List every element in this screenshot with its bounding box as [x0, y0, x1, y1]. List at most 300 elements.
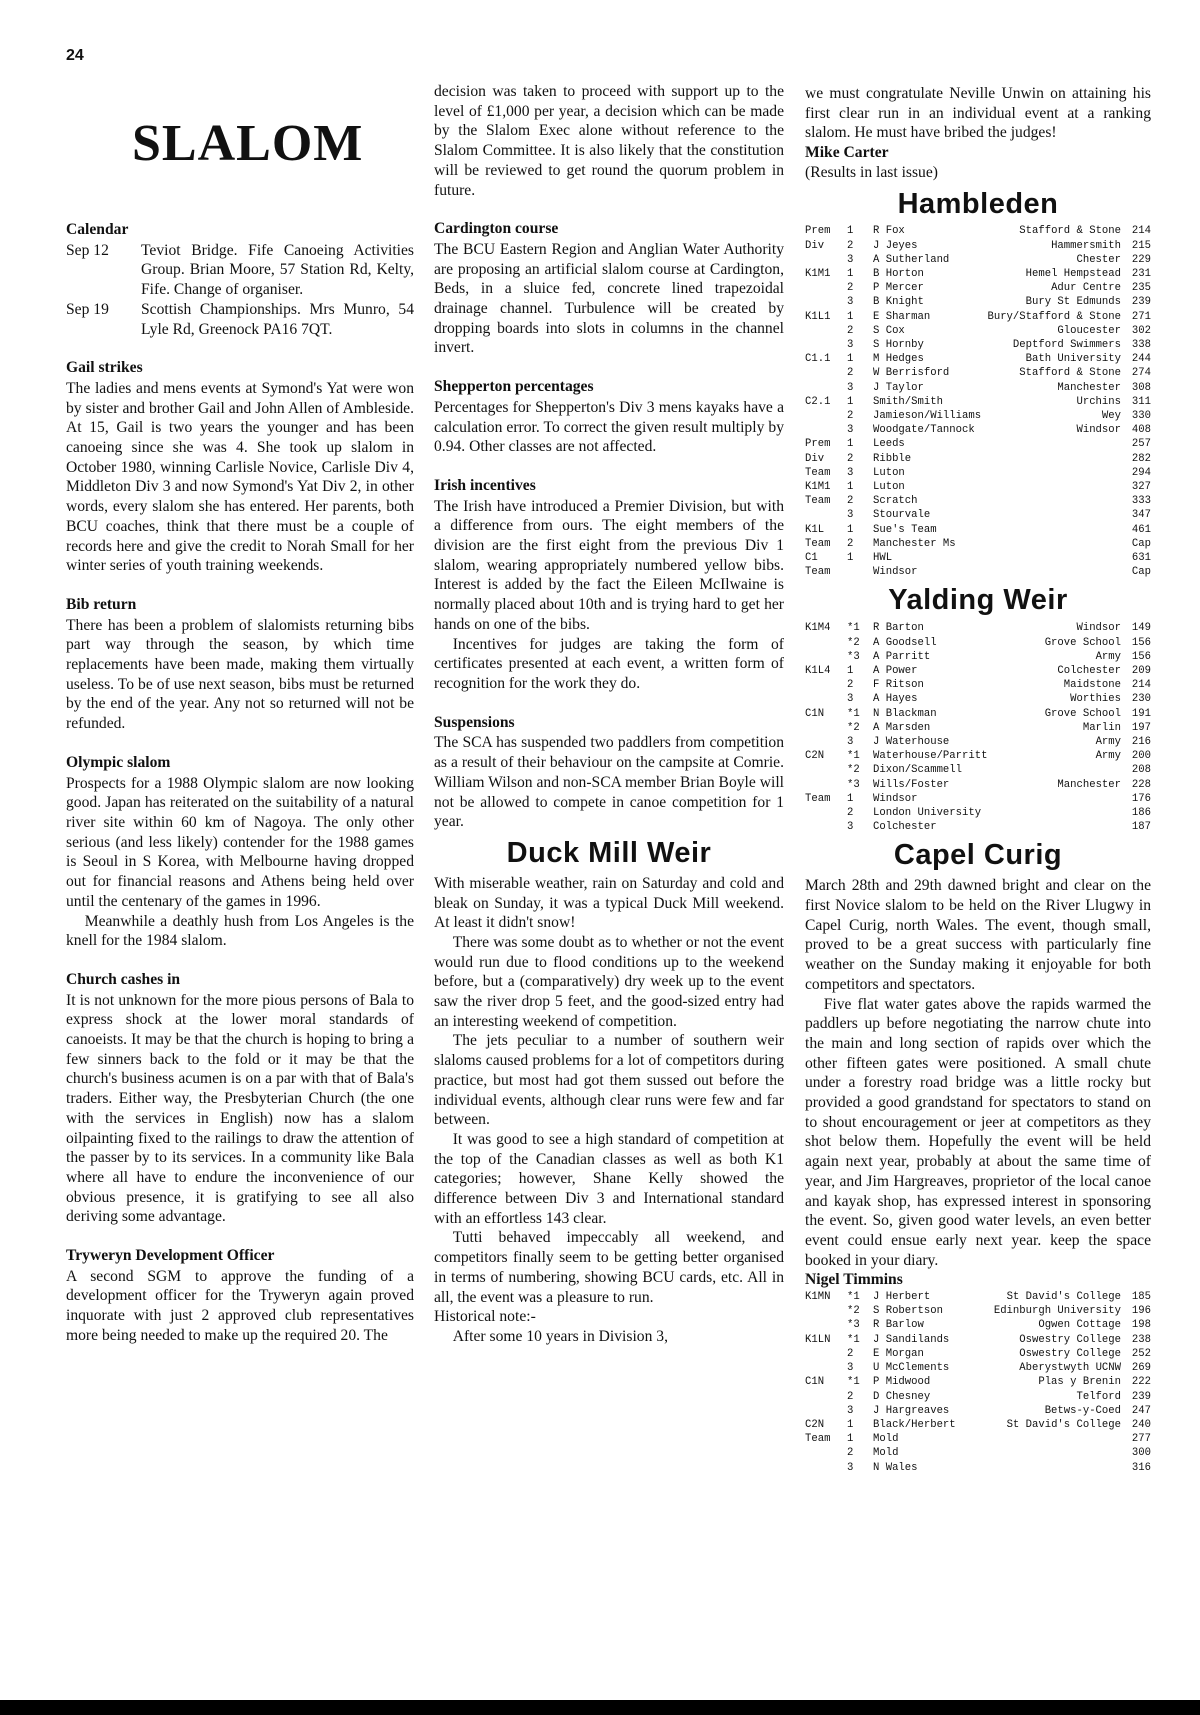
- article-text: March 28th and 29th dawned bright and clear on the first Novice slalom to be held on the River Llugwy in Capel Curig, north Wales. The event, though small, proved to be a great success with particularly fine weather on the Sunday making it enjoyable for both competitors and spectators.: [805, 877, 1151, 993]
- article-text: Tutti behaved impeccably all weekend, and competitors finally seem to be getting better organised in terms of numbering, showing BCU cards, etc. All in all, the event was a pleasure to run.: [434, 1229, 784, 1306]
- result-score: 330: [1131, 410, 1151, 423]
- result-position: 2: [847, 495, 854, 508]
- table-row: [805, 281, 1151, 295]
- table-row: [805, 1318, 1151, 1332]
- result-class: [805, 1304, 847, 1318]
- result-score: 156: [1131, 636, 1151, 649]
- result-class: K1M1: [805, 268, 831, 281]
- result-score: 408: [1131, 424, 1151, 437]
- result-club: [984, 466, 1121, 480]
- result-club: Oswestry College: [1019, 1347, 1121, 1360]
- result-name: Stourvale: [873, 509, 931, 522]
- result-position: *3: [847, 650, 860, 663]
- result-club: Windsor: [1076, 424, 1121, 437]
- result-club: [984, 480, 1121, 494]
- result-class: [805, 1404, 847, 1418]
- result-score: 308: [1131, 381, 1151, 394]
- result-score: 216: [1131, 736, 1151, 748]
- result-score: 252: [1131, 1347, 1151, 1360]
- result-position: 1: [847, 1433, 854, 1446]
- result-club: Stafford & Stone: [1019, 225, 1121, 238]
- result-score: Cap: [1131, 566, 1151, 579]
- article-text: It was good to see a high standard of competition at the top of the Canadian classes as well as both K1 categories; however, Shane Kelly showed the difference between Div 3 and International standard with an effortless 143 clear.: [434, 1130, 784, 1227]
- article-text: Historical note:-: [434, 1308, 536, 1326]
- result-score: 294: [1131, 466, 1151, 479]
- table-row: [805, 678, 1151, 692]
- article-text: Meanwhile a deathly hush from Los Angeles is the knell for the 1984 slalom.: [66, 912, 414, 950]
- result-club: [984, 508, 1121, 522]
- result-class: Team: [805, 792, 831, 805]
- result-club: Ogwen Cottage: [1038, 1319, 1121, 1332]
- result-score: 149: [1131, 622, 1151, 635]
- suspensions-section: [434, 713, 784, 832]
- table-row: [805, 621, 1151, 635]
- table-row: [805, 295, 1151, 309]
- result-score: 230: [1131, 693, 1151, 706]
- result-club: Edinburgh University: [993, 1305, 1121, 1318]
- result-position: 3: [847, 1461, 854, 1474]
- table-row: [805, 267, 1151, 281]
- result-class: Div: [805, 239, 825, 252]
- result-score: 311: [1131, 395, 1151, 408]
- table-row: [805, 1446, 1151, 1460]
- result-position: *1: [847, 622, 860, 635]
- result-position: 1: [847, 395, 854, 408]
- result-position: 1: [847, 438, 854, 451]
- article-text: The BCU Eastern Region and Anglian Water Authority are proposing an artificial slalom course at Cardington, Beds, in a sluice fed, concrete lined trapezoidal drainage channel. Turbulence will be created by dropping boards into slots in columns in the channel invert.: [434, 240, 784, 357]
- result-club: Stafford & Stone: [1019, 367, 1121, 380]
- result-name: HWL: [873, 552, 893, 565]
- result-class: Team: [805, 495, 831, 508]
- tryweryn-continued: [434, 82, 784, 200]
- result-class: K1L: [805, 523, 825, 536]
- result-score: 274: [1131, 367, 1151, 380]
- result-class: K1M4: [805, 622, 831, 635]
- result-club: [971, 1432, 1121, 1446]
- table-row: [805, 1333, 1151, 1347]
- article-text: decision was taken to proceed with support up to the level of £1,000 per year, a decision which can be made by the Slalom Exec alone without reference to the Slalom Committee. It is also likely that the constitution will be reviewed to get round the quorum problem in future.: [434, 83, 784, 199]
- result-name: E Morgan: [873, 1347, 924, 1360]
- table-row: [805, 735, 1151, 749]
- article-text: With miserable weather, rain on Saturday and cold and bleak on Sunday, it was a typical Duck Mill weekend. At least it didn't snow!: [434, 874, 784, 932]
- hambleden-section: [805, 189, 1151, 580]
- result-position: *1: [847, 707, 860, 720]
- result-club: Colchester: [1057, 664, 1121, 677]
- result-position: 3: [847, 1362, 854, 1375]
- result-club: Chester: [1076, 253, 1121, 266]
- result-class: Team: [805, 1433, 831, 1446]
- result-club: [984, 437, 1121, 451]
- result-position: 2: [847, 282, 854, 295]
- result-name: E Sharman: [873, 310, 931, 323]
- result-score: 187: [1131, 821, 1151, 834]
- result-name: Black/Herbert: [873, 1418, 956, 1431]
- table-row: [805, 1304, 1151, 1318]
- result-class: [805, 763, 847, 777]
- result-club: [1022, 820, 1121, 834]
- result-position: *1: [847, 750, 860, 763]
- result-club: Army: [1095, 736, 1121, 748]
- result-position: 1: [847, 552, 854, 565]
- result-name: Wills/Foster: [873, 778, 950, 791]
- article-text: It is not unknown for the more pious persons of Bala to express shock at the lower moral standards of canoeists. It may be that the church is hoping to bring a few sinners back to the fold or it may be that the church's business acumen is on a par with that of Bala's traders. Either way, the Presbyterian Church (the one with the services in English) now has a slalom oilpainting fixed to the railings to draw the attention of the passer by to its services. In a community like Bala where all have to endure the inconvenience of our obvious presence, it is gratifying to see all also deriving some advantage.: [66, 991, 414, 1226]
- table-row: [805, 452, 1151, 466]
- result-name: Luton: [873, 466, 905, 479]
- result-name: J Waterhouse: [873, 736, 950, 748]
- result-name: Waterhouse/Parritt: [873, 750, 988, 763]
- result-position: *3: [847, 1319, 860, 1332]
- table-row: [805, 551, 1151, 565]
- result-class: [805, 295, 847, 309]
- table-row: [805, 494, 1151, 508]
- result-club: [984, 551, 1121, 565]
- result-club: Grove School: [1044, 636, 1121, 649]
- result-class: [805, 338, 847, 352]
- section-heading: Shepperton percentages: [434, 378, 594, 396]
- table-row: [805, 664, 1151, 678]
- result-score: 222: [1131, 1376, 1151, 1389]
- result-club: Deptford Swimmers: [1012, 339, 1121, 352]
- olympic-slalom-section: [66, 753, 414, 951]
- byline: Mike Carter: [805, 144, 889, 162]
- calendar-entry: [66, 300, 414, 339]
- result-name: Mold: [873, 1447, 899, 1460]
- result-position: 3: [847, 339, 854, 352]
- column-1: [66, 220, 414, 1365]
- result-score: 316: [1131, 1461, 1151, 1474]
- result-position: 3: [847, 253, 854, 266]
- section-heading: Suspensions: [434, 713, 515, 731]
- result-class: Prem: [805, 438, 831, 451]
- article-text: Prospects for a 1988 Olympic slalom are now looking good. Japan has reiterated on the suitability of a natural river site within 60 km of Nagoya. The only other serious (and less likely) contender for the 1988 games is Seoul in S Korea, with Melbourne having dropped out for financial reasons and Athens being held over until the centenary of the games in 1996.: [66, 774, 414, 910]
- result-position: 3: [847, 736, 854, 748]
- result-position: 2: [847, 239, 854, 252]
- result-class: [805, 324, 847, 338]
- result-name: B Horton: [873, 268, 924, 281]
- result-name: J Sandilands: [873, 1333, 950, 1346]
- table-row: [805, 636, 1151, 650]
- result-class: [805, 678, 847, 692]
- section-heading: Gail strikes: [66, 359, 143, 377]
- table-row: [805, 437, 1151, 451]
- result-score: Cap: [1131, 537, 1151, 550]
- result-score: 214: [1131, 679, 1151, 692]
- result-club: Adur Centre: [1051, 282, 1121, 295]
- result-class: C1.1: [805, 353, 831, 366]
- result-position: *1: [847, 1376, 860, 1389]
- result-score: 156: [1131, 650, 1151, 663]
- result-class: [805, 366, 847, 380]
- calendar-date: Sep 19: [66, 300, 109, 318]
- result-score: 277: [1131, 1433, 1151, 1446]
- result-position: 3: [847, 693, 854, 706]
- result-class: [805, 1347, 847, 1361]
- tryweryn-section: [66, 1246, 414, 1346]
- result-club: Army: [1095, 750, 1121, 763]
- table-row: [805, 239, 1151, 253]
- result-score: 300: [1131, 1447, 1151, 1460]
- result-position: 3: [847, 381, 854, 394]
- event-title: Capel Curig: [893, 839, 1063, 872]
- article-text: The ladies and mens events at Symond's Yat were won by sister and brother Gail and John Allen of Ambleside. At 15, Gail is two years the younger and has been canoeing since she was 4. She took up slalom in October 1980, winning Carlisle Novice, Carlisle Div 4, Middleton Div 3 and now Symond's Yat Div 2, in other words, every slalom she has entered. Her parents, both BCU coaches, think that there must be a couple of records here and give the credit to Norah Small for her winter series of youth training weekends.: [66, 379, 414, 575]
- result-position: 3: [847, 424, 854, 437]
- result-score: 239: [1131, 296, 1151, 309]
- result-name: B Knight: [873, 296, 924, 309]
- result-position: 2: [847, 807, 854, 820]
- result-class: C2.1: [805, 395, 831, 408]
- result-club: Oswestry College: [1019, 1333, 1121, 1346]
- result-name: R Fox: [873, 225, 905, 238]
- result-name: Colchester: [873, 821, 937, 834]
- section-heading: Irish incentives: [434, 476, 536, 494]
- result-club: [1022, 763, 1121, 777]
- result-score: 240: [1131, 1418, 1151, 1431]
- article-text: The jets peculiar to a number of southern weir slaloms caused problems for a lot of competitors during practice, but most had got them sussed out before the individual events, although clear runs were few and far between.: [434, 1032, 784, 1129]
- calendar-entry: [66, 241, 414, 300]
- result-name: R Barton: [873, 622, 924, 635]
- table-row: [805, 508, 1151, 522]
- results-table: [805, 621, 1151, 834]
- result-name: P Mercer: [873, 282, 924, 295]
- table-row: [805, 763, 1151, 777]
- result-class: K1L4: [805, 664, 831, 677]
- result-score: 461: [1131, 523, 1151, 536]
- table-row: [805, 721, 1151, 735]
- results-table: [805, 224, 1151, 579]
- result-score: 196: [1131, 1305, 1151, 1318]
- result-score: 231: [1131, 268, 1151, 281]
- result-position: 1: [847, 225, 854, 238]
- result-name: W Berrisford: [873, 367, 950, 380]
- result-name: J Hargreaves: [873, 1404, 950, 1417]
- result-class: [805, 692, 847, 706]
- result-name: London University: [873, 807, 982, 820]
- result-class: [805, 778, 847, 792]
- result-class: K1LN: [805, 1333, 831, 1346]
- result-class: [805, 721, 847, 735]
- table-row: [805, 806, 1151, 820]
- section-heading: Church cashes in: [66, 970, 181, 988]
- section-heading: Cardington course: [434, 220, 559, 238]
- result-club: Wey: [1101, 410, 1121, 423]
- result-score: 247: [1131, 1404, 1151, 1417]
- result-class: K1MN: [805, 1291, 831, 1304]
- result-class: [805, 1461, 847, 1475]
- result-class: Team: [805, 566, 831, 579]
- result-score: 176: [1131, 792, 1151, 805]
- table-row: [805, 224, 1151, 238]
- column-2: [434, 82, 784, 1347]
- result-club: Hammersmith: [1051, 239, 1121, 252]
- table-row: [805, 1418, 1151, 1432]
- table-row: [805, 466, 1151, 480]
- result-class: Prem: [805, 225, 831, 238]
- result-club: Marlin: [1082, 721, 1121, 734]
- result-class: [805, 806, 847, 820]
- result-name: M Hedges: [873, 353, 924, 366]
- result-name: F Ritson: [873, 679, 924, 692]
- result-class: [805, 423, 847, 437]
- calendar-date: Sep 12: [66, 241, 109, 259]
- result-score: 235: [1131, 282, 1151, 295]
- result-class: [805, 820, 847, 834]
- result-club: Telford: [1076, 1390, 1121, 1403]
- result-position: *1: [847, 1333, 860, 1346]
- result-name: N Blackman: [873, 707, 937, 720]
- article-text: The SCA has suspended two paddlers from competition as a result of their behaviour on the campsite at Comrie. William Wilson and non-SCA member Brian Boyle will not be allowed to compete in canoe competition for 1 year.: [434, 734, 784, 831]
- result-class: [805, 253, 847, 267]
- result-score: 238: [1131, 1333, 1151, 1346]
- result-name: S Hornby: [873, 339, 924, 352]
- result-position: 3: [847, 1404, 854, 1417]
- duck-mill-section: [434, 838, 784, 1347]
- calendar-section: [66, 220, 414, 339]
- result-score: 200: [1131, 750, 1151, 763]
- result-club: Betws-y-Coed: [1044, 1404, 1121, 1417]
- result-name: Scratch: [873, 495, 918, 508]
- result-position: 2: [847, 324, 854, 337]
- event-title: Yalding Weir: [888, 584, 1068, 617]
- result-score: 269: [1131, 1362, 1151, 1375]
- table-row: [805, 523, 1151, 537]
- article-text: The Irish have introduced a Premier Division, but with a difference from ours. The eight members of the division are the first eight from the previous Div 1 slalom, wearing appropriately numbered yellow bibs. Interest is added by the fact the Eileen McIlwaine is normally placed about 10th and is trying hard to get her hands on one of the bibs.: [434, 497, 784, 633]
- result-position: *2: [847, 764, 860, 777]
- table-row: [805, 381, 1151, 395]
- result-class: C1N: [805, 707, 825, 720]
- table-row: [805, 1361, 1151, 1375]
- duck-mill-continued: [805, 84, 1151, 183]
- table-row: [805, 395, 1151, 409]
- result-position: *2: [847, 721, 860, 734]
- result-position: 1: [847, 353, 854, 366]
- result-club: Grove School: [1044, 707, 1121, 720]
- result-position: 1: [847, 523, 854, 536]
- result-position: 1: [847, 481, 854, 494]
- result-name: Woodgate/Tannock: [873, 424, 975, 437]
- result-name: A Hayes: [873, 693, 918, 706]
- table-row: [805, 423, 1151, 437]
- result-position: 2: [847, 537, 854, 550]
- result-name: Sue's Team: [873, 523, 937, 536]
- gail-strikes-section: [66, 358, 414, 576]
- result-club: Army: [1095, 650, 1121, 663]
- result-score: 214: [1131, 225, 1151, 238]
- result-position: 2: [847, 1447, 854, 1460]
- result-name: Windsor: [873, 792, 918, 805]
- result-club: [1022, 806, 1121, 820]
- column-3: [805, 84, 1151, 1475]
- article-text: Five flat water gates above the rapids warmed the paddlers up before negotiating the narrow chute into the main and long section of rapids over which the other fifteen gates were positioned. A small chute under a forestry road bridge was a little rocky but provided a good grandstand for spectators to stand on to shout encouragement or jeer at competitors as they shot below them. Hopefully the event will be held again next year, probably at about the same time of year, and Jim Hargreaves, proprietor of the local canoe and kayak shop, has expressed interest in sponsoring the event. So, given good water levels, an even better event could ensue early next year. keep the space booked in your diary.: [805, 995, 1151, 1269]
- result-class: [805, 1390, 847, 1404]
- section-heading: Tryweryn Development Officer: [66, 1247, 275, 1265]
- result-name: J Herbert: [873, 1291, 931, 1304]
- result-class: [805, 508, 847, 522]
- result-class: [805, 381, 847, 395]
- section-heading: Olympic slalom: [66, 753, 171, 771]
- result-club: Manchester: [1057, 778, 1121, 791]
- table-row: [805, 820, 1151, 834]
- shepperton-section: [434, 377, 784, 457]
- result-position: 3: [847, 821, 854, 834]
- table-row: [805, 409, 1151, 423]
- result-club: [984, 565, 1121, 579]
- event-title: Hambleden: [897, 187, 1059, 220]
- capel-curig-section: [805, 840, 1151, 1474]
- result-club: Windsor: [1076, 622, 1121, 635]
- result-club: Urchins: [1076, 395, 1121, 408]
- result-club: [984, 537, 1121, 551]
- table-row: [805, 749, 1151, 763]
- result-class: C2N: [805, 750, 825, 763]
- result-club: Aberystwyth UCNW: [1019, 1362, 1121, 1375]
- result-name: S Robertson: [873, 1305, 943, 1318]
- calendar-text: Teviot Bridge. Fife Canoeing Activities Group. Brian Moore, 57 Station Rd, Kelty, Fife. Change of organiser.: [141, 241, 414, 299]
- byline: Nigel Timmins: [805, 1271, 903, 1289]
- result-position: 1: [847, 792, 854, 805]
- calendar-text: Scottish Championships. Mrs Munro, 54 Lyle Rd, Greenock PA16 7QT.: [141, 300, 414, 338]
- result-score: 271: [1131, 310, 1151, 323]
- result-score: 631: [1131, 552, 1151, 565]
- result-score: 185: [1131, 1291, 1151, 1304]
- result-class: [805, 636, 847, 650]
- result-score: 333: [1131, 495, 1151, 508]
- article-text: A second SGM to approve the funding of a development officer for the Tryweryn again proved inquorate with just 2 approved club representatives more being needed to make up the required 20. The: [66, 1267, 414, 1344]
- bib-return-section: [66, 595, 414, 734]
- result-position: 3: [847, 296, 854, 309]
- result-name: Windsor: [873, 566, 918, 579]
- result-score: 327: [1131, 481, 1151, 494]
- result-club: Worthies: [1070, 693, 1121, 706]
- result-name: Jamieson/Williams: [873, 410, 982, 423]
- cardington-section: [434, 219, 784, 358]
- result-score: 302: [1131, 324, 1151, 337]
- result-score: 239: [1131, 1390, 1151, 1403]
- article-text: we must congratulate Neville Unwin on attaining his first clear run in an individual event at a ranking slalom. He must have bribed the judges!: [805, 85, 1151, 142]
- result-class: [805, 409, 847, 423]
- result-class: C1: [805, 552, 818, 565]
- result-class: C1N: [805, 1376, 825, 1389]
- article-text: There has been a problem of slalomists returning bibs part way through the season, by which time replacements have been made, making them virtually useless. To be of use next season, bibs must be returned by the end of the year. Any not so returned will not be refunded.: [66, 616, 414, 733]
- result-position: 1: [847, 1418, 854, 1431]
- result-score: 229: [1131, 253, 1151, 266]
- result-name: J Jeyes: [873, 239, 918, 252]
- result-club: Hemel Hempstead: [1025, 268, 1121, 281]
- result-score: 244: [1131, 353, 1151, 366]
- table-row: [805, 324, 1151, 338]
- table-row: [805, 1404, 1151, 1418]
- result-score: 215: [1131, 239, 1151, 252]
- result-score: 347: [1131, 509, 1151, 522]
- article-text: Percentages for Shepperton's Div 3 mens kayaks have a calculation error. To correct the given result multiply by 0.94. Other classes are not affected.: [434, 398, 784, 456]
- table-row: [805, 253, 1151, 267]
- article-text: After some 10 years in Division 3,: [452, 1327, 668, 1345]
- result-name: A Parritt: [873, 650, 931, 663]
- table-row: [805, 1290, 1151, 1304]
- page-title: SLALOM: [132, 115, 364, 172]
- result-club: [984, 452, 1121, 466]
- table-row: [805, 565, 1151, 579]
- result-position: *3: [847, 778, 860, 791]
- result-class: C2N: [805, 1418, 825, 1431]
- result-club: St David's College: [1006, 1291, 1121, 1304]
- result-club: Bury St Edmunds: [1025, 296, 1121, 309]
- result-class: K1M1: [805, 481, 831, 494]
- result-score: 257: [1131, 438, 1151, 451]
- table-row: [805, 480, 1151, 494]
- table-row: [805, 1432, 1151, 1446]
- result-score: 186: [1131, 807, 1151, 820]
- result-position: 2: [847, 452, 854, 465]
